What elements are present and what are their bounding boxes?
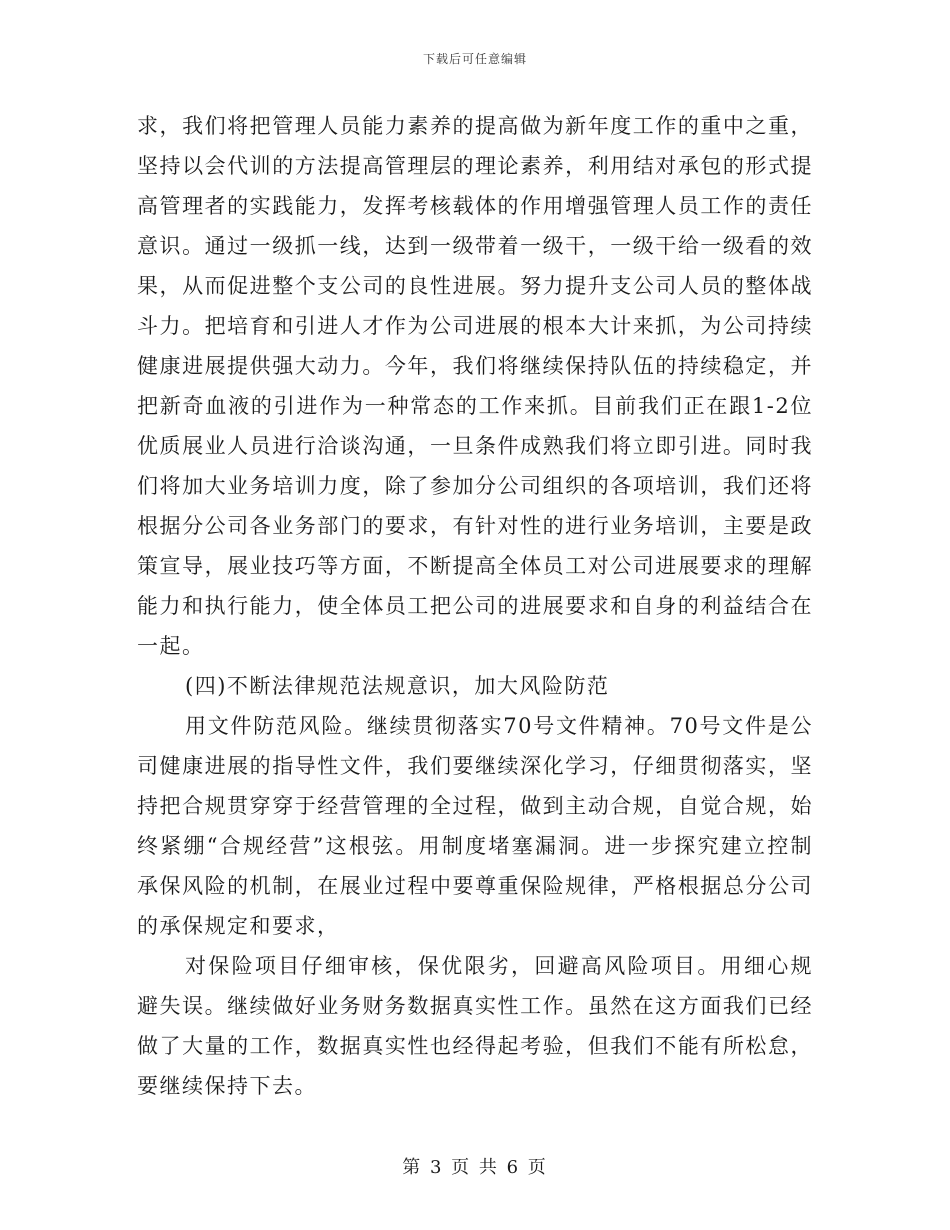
section-heading: (四)不断法律规范法规意识，加大风险防范 xyxy=(185,674,610,698)
paragraph-3: 对保险项目仔细审核，保优限劣，回避高风险项目。用细心规避失误。继续做好业务财务数据真实性工作。虽然在这方面我们已经做了大量的工作，数据真实性也经得起考验，但我们不能有所松怠，要继续保持下去。 xyxy=(137,954,813,1098)
page-header: 下载后可任意编辑 xyxy=(422,52,527,66)
page-footer: 第 3 页 共 6 页 xyxy=(402,1157,548,1178)
paragraph-2: 用文件防范风险。继续贯彻落实70号文件精神。70号文件是公司健康进展的指导性文件，我们要继续深化学习，仔细贯彻落实，坚持把合规贯穿穿于经营管理的全过程，做到主动合规，自觉合规，始终紧绷“合规经营”这根弦。用制度堵塞漏洞。进一步探究建立控制承保风险的机制，在展业过程中要尊重保险规律，严格根据总分公司的承保规定和要求， xyxy=(137,714,813,938)
paragraph-1: 求，我们将把管理人员能力素养的提高做为新年度工作的重中之重，坚持以会代训的方法提高管理层的理论素养，利用结对承包的形式提高管理者的实践能力，发挥考核载体的作用增强管理人员工作的责任意识。通过一级抓一线，达到一级带着一级干，一级干给一级看的效果，从而促进整个支公司的良性进展。努力提升支公司人员的整体战斗力。把培育和引进人才作为公司进展的根本大计来抓，为公司持续健康进展提供强大动力。今年，我们将继续保持队伍的持续稳定，并把新奇血液的引进作为一种常态的工作来抓。目前我们正在跟1-2位优质展业人员进行洽谈沟通，一旦条件成熟我们将立即引进。同时我们将加大业务培训力度，除了参加分公司组织的各项培训，我们还将根据分公司各业务部门的要求，有针对性的进行业务培训，主要是政策宣导，展业技巧等方面，不断提高全体员工对公司进展要求的理解能力和执行能力，使全体员工把公司的进展要求和自身的利益结合在一起。 xyxy=(137,114,813,658)
document-body xyxy=(137,106,813,1106)
